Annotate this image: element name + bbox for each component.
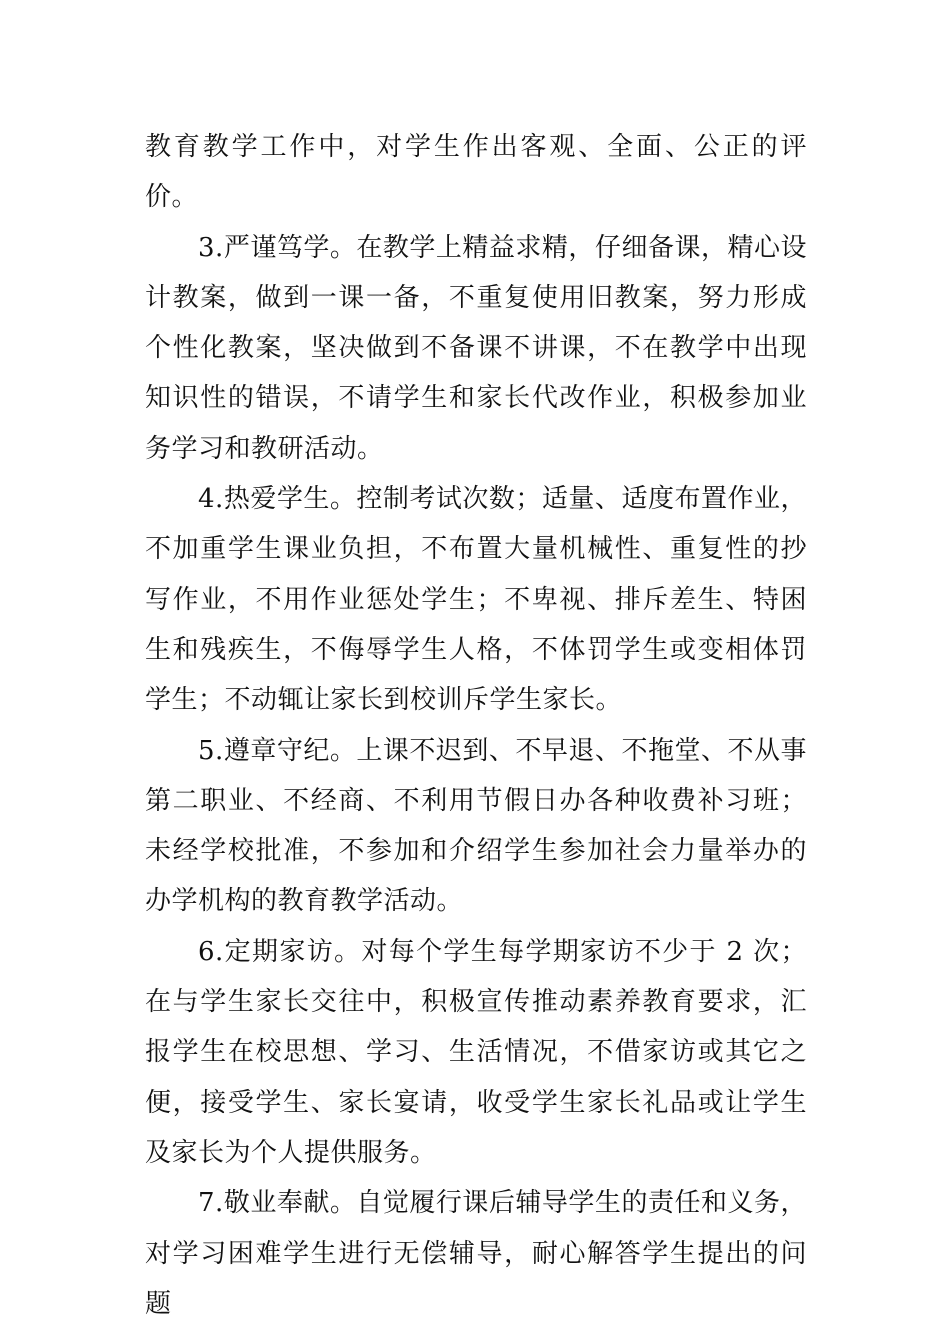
paragraph-item-6: 6.定期家访。对每个学生每学期家访不少于 2 次；在与学生家长交往中，积极宣传推动素养教育要求，汇报学生在校思想、学习、生活情况，不借家访或其它之便，接受学生、家长宴请，收受学生家长礼品或让学生及家长为个人提供服务。 [145, 936, 807, 1168]
paragraph-continuation: 教育教学工作中，对学生作出客观、全面、公正的评价。 [145, 132, 807, 213]
paragraph-item-3: 3.严谨笃学。在教学上精益求精，仔细备课，精心设计教案，做到一课一备，不重复使用旧教案，努力形成个性化教案，坚决做到不备课不讲课，不在教学中出现知识性的错误，不请学生和家长代改作业，积极参加业务学习和教研活动。 [145, 232, 807, 464]
paragraph-item-4: 4.热爱学生。控制考试次数；适量、适度布置作业，不加重学生课业负担，不布置大量机械性、重复性的抄写作业，不用作业惩处学生；不卑视、排斥差生、特困生和残疾生，不侮辱学生人格，不体罚学生或变相体罚学生；不动辄让家长到校训斥学生家长。 [145, 484, 807, 716]
paragraph-item-7: 7.敬业奉献。自觉履行课后辅导学生的责任和义务，对学习困难学生进行无偿辅导，耐心解答学生提出的问题 [145, 1188, 807, 1319]
paragraph-item-5: 5.遵章守纪。上课不迟到、不早退、不拖堂、不从事第二职业、不经商、不利用节假日办各种收费补习班；未经学校批准，不参加和介绍学生参加社会力量举办的办学机构的教育教学活动。 [145, 735, 807, 917]
document-body [145, 122, 807, 1329]
